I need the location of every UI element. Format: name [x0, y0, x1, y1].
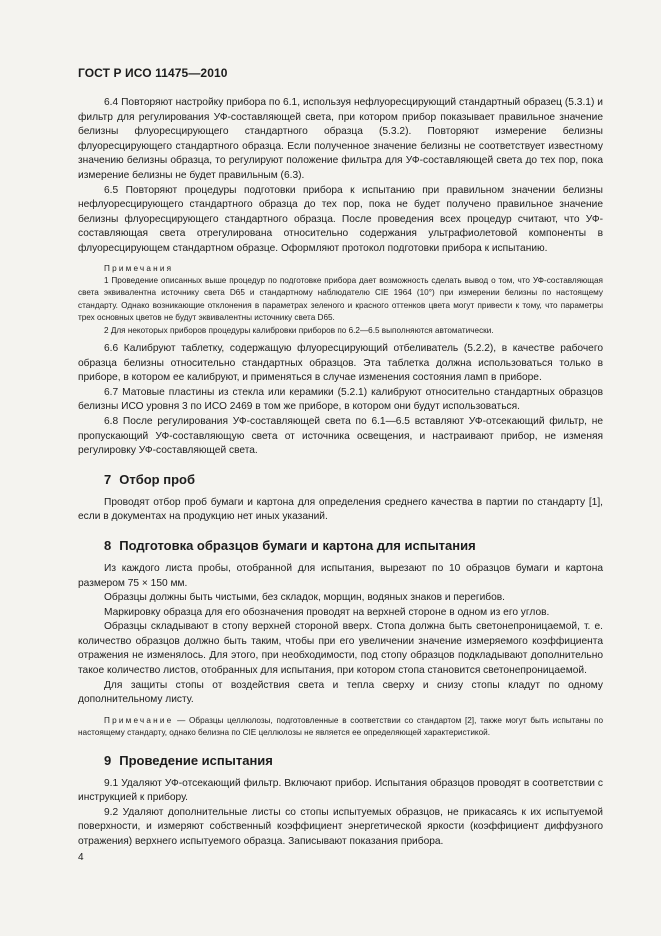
paragraph-6-8: 6.8 После регулирования УФ-составляющей света по 6.1—6.5 вставляют УФ-отсекающий фильтр, не пропускающий УФ-составляющую света от источника освещения, и настраивают прибор, не изменяя регулировку УФ-составляющей света.	[78, 415, 603, 457]
note-2: 2 Для некоторых приборов процедуры калибровки приборов по 6.2—6.5 выполняются автоматически.	[104, 325, 494, 335]
section-heading-9	[104, 752, 603, 770]
paragraph-8-5: Для защиты стопы от воздействия света и тепла сверху и снизу стопы кладут по одному дополнительному листу.	[78, 679, 603, 706]
paragraph-6-6: 6.6 Калибруют таблетку, содержащую флуоресцирующий отбеливатель (5.2.2), в качестве рабочего образца белизны относительно стандартных образцов. Эта таблетка должна использоваться только в приборе, в котором ее калибруют, и применяться в случае изменения состояния ламп в приборе.	[78, 342, 603, 384]
document-header: ГОСТ Р ИСО 11475—2010	[78, 66, 228, 80]
page-number: 4	[78, 852, 84, 863]
notes-block	[78, 263, 603, 337]
note-1: 1 Проведение описанных выше процедур по подготовке прибора дает возможность сделать вывод о том, что УФ-составляющая света эквивалентна источнику света D65 и стандартному наблюдателю CIE 1964 (10°) при измерении белизны по настоящему стандарту. Однако возникающие отклонения в параметрах зеленого и красного оттенков цвета могут привести к тому, что параметры трех основных цветов не будут эквивалентны источнику света D65.	[78, 275, 603, 323]
section-heading-7	[104, 471, 603, 489]
paragraph-8-4: Образцы складывают в стопу верхней стороной вверх. Стопа должна быть светонепроницаемой, т. е. количество образцов должно быть таким, чтобы при его увеличении значение измеряемого коэффициента отражения не изменялось. Для этого, при необходимости, под стопу образцов подкладывают дополнительно такое количество листов, отобранных для испытания, при котором стопа становится светонепроницаемой.	[78, 621, 603, 677]
paragraph-8-3: Маркировку образца для его обозначения проводят на верхней стороне в одном из его углов.	[104, 606, 550, 618]
note-label: Примечание	[104, 715, 174, 725]
paragraph-6-4: 6.4 Повторяют настройку прибора по 6.1, используя нефлуоресцирующий стандартный образец (5.3.1) и фильтр для регулирования УФ-составляющей света, при котором прибор показывает правильное значение белизны флуоресцирующего стандартного образца (5.3.2). Повторяют измерение белизны флуоресцирующего стандартного образца. Если полученное значение белизны не соответствует известному значению белизны образца, то регулируют положение фильтра для УФ-составляющей света до тех пор, пока измерение белизны не будет правильным (6.3).	[78, 97, 603, 181]
paragraph-6-5: 6.5 Повторяют процедуры подготовки прибора к испытанию при правильном значении белизны нефлуоресцирующего стандартного образца до тех пор, пока не будет получено правильное значение белизны флуоресцирующего стандартного образца. После проведения всех процедур считают, что УФ-составляющая света отрегулирована относительно содержания ультрафиолетовой компоненты в флуоресцирующем стандартном образце. Оформляют протокол подготовки прибора к испытанию.	[78, 184, 603, 254]
paragraph-9-2: 9.2 Удаляют дополнительные листы со стопы испытуемых образцов, не прикасаясь к их испытуемой поверхности, и измеряют собственный коэффициент энергетической яркости (коэффициент диффузного отражения) верхнего испытуемого образца. Записывают показания прибора.	[78, 806, 603, 848]
section-number: 8	[104, 537, 112, 553]
section-number: 7	[104, 471, 112, 487]
paragraph-8-1: Из каждого листа пробы, отобранной для испытания, вырезают по 10 образцов бумаги и картона размером 75 × 150 мм.	[78, 562, 603, 589]
document-body	[78, 96, 603, 850]
paragraph-6-7: 6.7 Матовые пластины из стекла или керамики (5.2.1) калибруют относительно стандартных образцов белизны ИСО уровня 3 по ИСО 2469 в том же приборе, в котором они будут использоваться.	[78, 386, 603, 413]
section-number: 9	[104, 752, 112, 768]
note-text: — Образцы целлюлозы, подготовленные в соответствии со стандартом [2], также могут быть испытаны по настоящему стандарту, однако белизна по CIE целлюлозы не является ее определяющей характеристикой.	[78, 715, 603, 738]
note-section-8	[78, 715, 603, 740]
section-title: Подготовка образцов бумаги и картона для испытания	[119, 537, 476, 553]
section-heading-8	[104, 537, 603, 555]
section-title: Отбор проб	[119, 471, 195, 487]
section-title: Проведение испытания	[119, 752, 273, 768]
paragraph-7: Проводят отбор проб бумаги и картона для определения среднего качества в партии по стандарту [1], если в документах на продукцию нет иных указаний.	[78, 496, 603, 523]
paragraph-8-2: Образцы должны быть чистыми, без складок, морщин, водяных знаков и перегибов.	[104, 592, 506, 604]
notes-title: Примечания	[104, 263, 174, 273]
paragraph-9-1: 9.1 Удаляют УФ-отсекающий фильтр. Включают прибор. Испытания образцов проводят в соответствии с инструкцией к прибору.	[78, 777, 603, 804]
